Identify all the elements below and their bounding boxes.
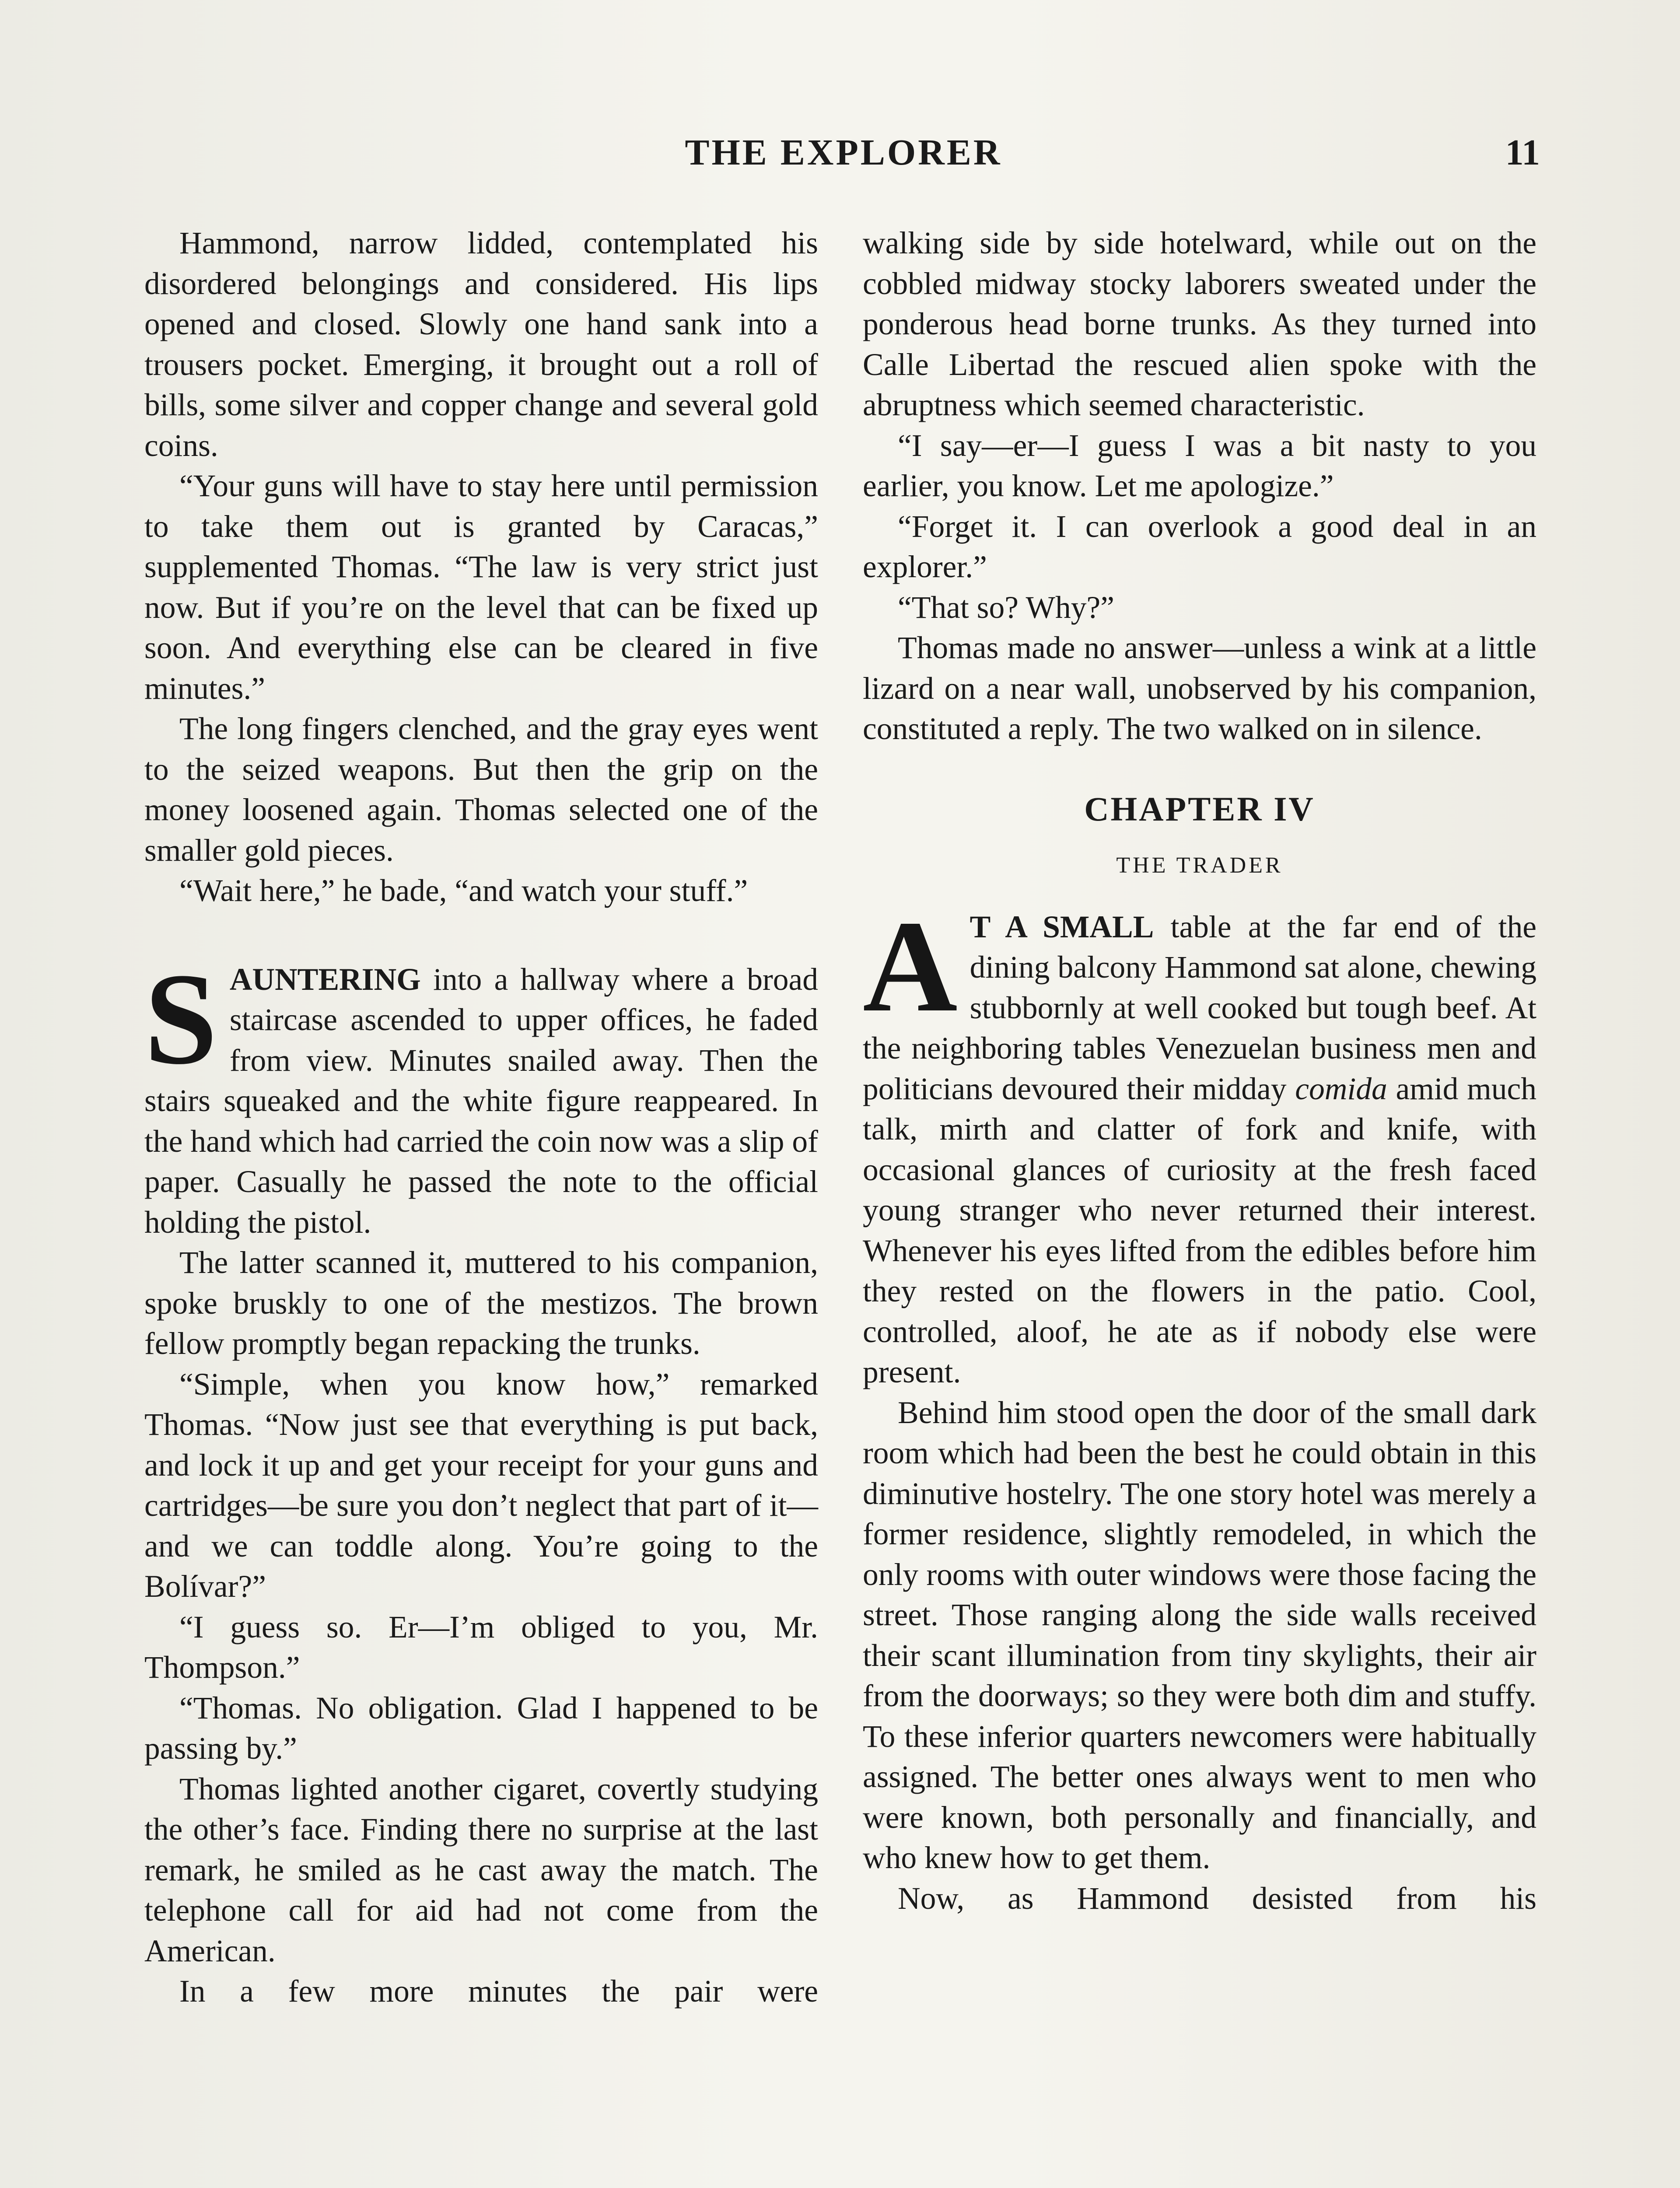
drop-cap: S — [144, 946, 217, 1091]
paragraph: “Wait here,” he bade, “and watch your stuff.” — [179, 873, 748, 908]
paragraph: “Forget it. I can overlook a good deal in an explorer.” — [863, 509, 1536, 584]
paragraph: The long fingers clenched, and the gray eyes went to the seized weapons. But then the grip on the money loosened again. Thomas selected one of the smaller gold pieces. — [144, 712, 818, 868]
page-header — [0, 131, 1680, 184]
italic-word: comida — [1295, 1071, 1387, 1106]
drop-cap: A — [863, 893, 958, 1039]
paragraph: “Thomas. No obligation. Glad I happened to be passing by.” — [144, 1690, 818, 1766]
section-break — [144, 912, 818, 960]
paragraph: In a few more minutes the pair were — [179, 1974, 818, 2009]
chapter-subtitle: THE TRADER — [1116, 852, 1283, 878]
paragraph: Hammond, narrow lidded, contemplated his disordered belongings and considered. His lips opened and closed. Slowly one hand sank into a trousers pocket. Emerging, it brought out a roll of bills, some silver and copper change and several gold coins. — [144, 226, 818, 463]
page-number: 11 — [1505, 132, 1540, 173]
paragraph: Now, as Hammond desisted from his — [898, 1881, 1536, 1916]
paragraph: “Simple, when you know how,” remarked Thomas. “Now just see that everything is put back, and lock it up and get your receipt for your guns and cartridges—be sure you don’t neglect that part of it—and we can toddle along. You’re going to the Bolívar?” — [144, 1367, 818, 1604]
lead-in-caps: AUNTERING — [229, 962, 421, 997]
paragraph: “Your guns will have to stay here until permission to take them out is granted by Caracas,” supplemented Thomas. “The law is very strict just now. But if you’re on the level that can be fixed up soon. And everything else can be cleared in five minutes.” — [144, 469, 818, 706]
paragraph-text: into a hallway where a broad staircase ascended to upper offices, he faded from view. Minutes snailed away. Then the stairs squeaked and the white figure reappeared. In the hand which had carried the coin now was a slip of paper. Casually he passed the note to the official holding the pistol. — [144, 962, 818, 1240]
paragraph: Thomas lighted another cigaret, covertly studying the other’s face. Finding there no surprise at the last remark, he smiled as he cast away the match. The telephone call for aid had not come from the American. — [144, 1771, 818, 1968]
paragraph: The latter scanned it, muttered to his companion, spoke bruskly to one of the mestizos. The brown fellow promptly began repacking the trunks. — [144, 1245, 818, 1361]
paragraph-text: table at the far end of the dining balcony Hammond sat alone, chewing stubbornly at well cooked but tough beef. At the neighboring tables Venezuelan business men and politicians devoured their midday — [863, 909, 1536, 1106]
running-title: THE EXPLORER — [685, 132, 1002, 173]
chapter-title: CHAPTER IV — [1084, 789, 1315, 828]
paragraph: Thomas made no answer—unless a wink at a little lizard on a near wall, unobserved by his companion, constituted a reply. The two walked on in silence. — [863, 631, 1536, 746]
paragraph: walking side by side hotelward, while out on the cobbled midway stocky laborers sweated under the ponderous head borne trunks. As they turned into Calle Libertad the rescued alien spoke with the abruptness which seemed characteristic. — [863, 226, 1536, 422]
paragraph: “That so? Why?” — [898, 590, 1114, 625]
left-column — [144, 223, 818, 2012]
lead-in-caps: T A SMALL — [970, 909, 1154, 944]
paragraph-text: amid much talk, mirth and clatter of fork and knife, with occasional glances of curiosity at the fresh faced young stranger who never returned their interest. Whenever his eyes lifted from the edibles before him they rested on the flowers in the patio. Cool, controlled, aloof, he ate as if nobody else were present. — [863, 1071, 1536, 1389]
paragraph: “I say—er—I guess I was a bit nasty to you earlier, you know. Let me apologize.” — [863, 428, 1536, 503]
section-opening-paragraph — [144, 946, 818, 1243]
paragraph: “I guess so. Er—I’m obliged to you, Mr. Thompson.” — [144, 1609, 818, 1685]
paragraph: Behind him stood open the door of the small dark room which had been the best he could obtain in this diminutive hostelry. The one story hotel was merely a former residence, slightly remodeled, in which the only rooms with outer windows were those facing the street. Those ranging along the side walls received their scant illumination from tiny skylights, their air from the doorways; so they were both dim and stuffy. To these inferior quarters newcomers were habitually assigned. The better ones always went to men who were known, both personally and financially, and who knew how to get them. — [863, 1395, 1536, 1875]
chapter-opening-paragraph — [863, 893, 1536, 1393]
right-column — [863, 223, 1536, 1919]
